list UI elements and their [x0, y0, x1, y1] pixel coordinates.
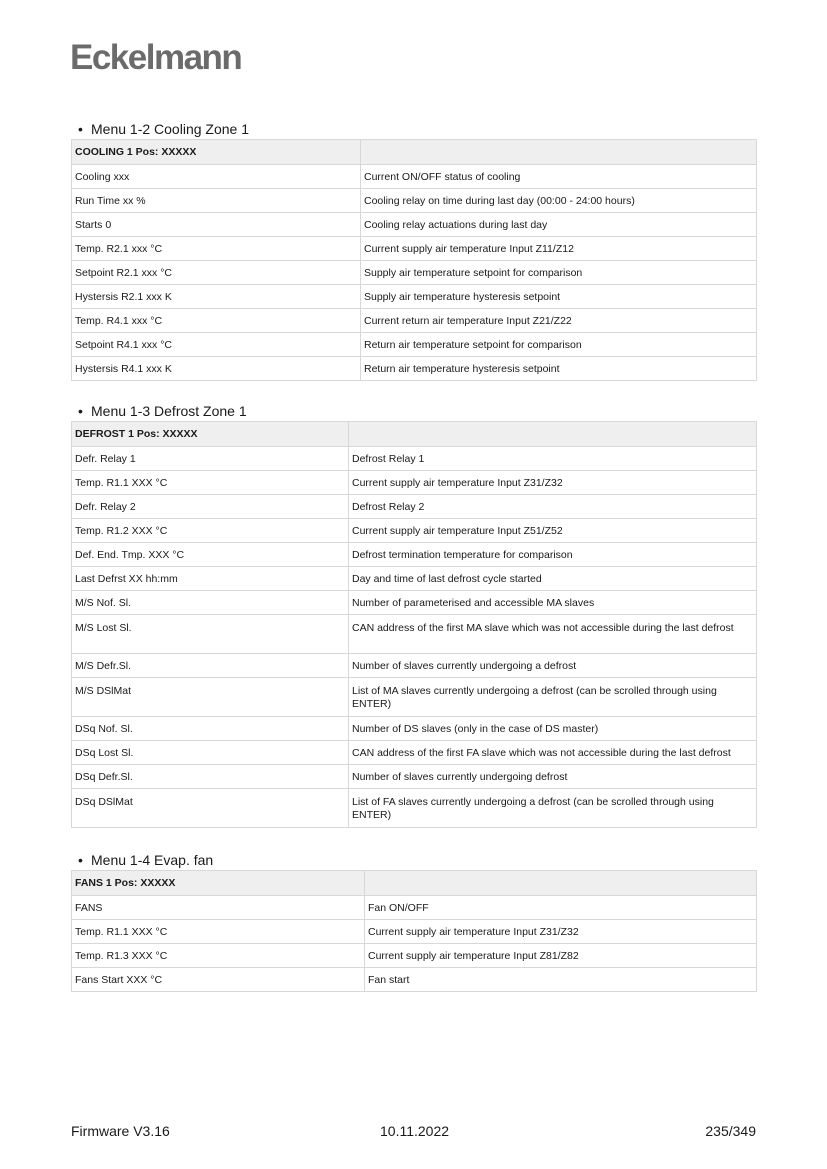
section-title-fans	[78, 852, 213, 868]
table-header-cell-empty	[349, 422, 757, 447]
description-cell: Number of slaves currently undergoing defrost	[349, 765, 757, 789]
parameter-cell: DSq Lost Sl.	[72, 741, 349, 765]
parameter-cell: DSq DSlMat	[72, 789, 349, 828]
table-row	[72, 591, 757, 615]
table-row	[72, 189, 757, 213]
parameter-cell: Temp. R1.3 XXX °C	[72, 944, 365, 968]
description-cell: Number of parameterised and accessible MA slaves	[349, 591, 757, 615]
parameter-cell: M/S Lost Sl.	[72, 615, 349, 654]
table-header-row	[72, 871, 757, 896]
description-cell: Current ON/OFF status of cooling	[361, 165, 757, 189]
description-cell: Current supply air temperature Input Z31/Z32	[349, 471, 757, 495]
parameter-cell: Run Time xx %	[72, 189, 361, 213]
table-row	[72, 615, 757, 654]
description-cell: Defrost Relay 1	[349, 447, 757, 471]
description-cell: Supply air temperature setpoint for comparison	[361, 261, 757, 285]
parameter-cell: Starts 0	[72, 213, 361, 237]
section-title-cooling	[78, 121, 249, 137]
cooling-table	[71, 139, 757, 381]
table-row	[72, 543, 757, 567]
parameter-cell: M/S Defr.Sl.	[72, 654, 349, 678]
parameter-cell: Cooling xxx	[72, 165, 361, 189]
table-header-cell: FANS 1 Pos: XXXXX	[72, 871, 365, 896]
parameter-cell: Setpoint R4.1 xxx °C	[72, 333, 361, 357]
description-cell: Return air temperature hysteresis setpoint	[361, 357, 757, 381]
table-row	[72, 471, 757, 495]
parameter-cell: Last Defrst XX hh:mm	[72, 567, 349, 591]
table-row	[72, 567, 757, 591]
parameter-cell: Def. End. Tmp. XXX °C	[72, 543, 349, 567]
description-cell: Current supply air temperature Input Z11/Z12	[361, 237, 757, 261]
footer-page-number: 235/349	[705, 1123, 756, 1139]
description-cell: Current supply air temperature Input Z51/Z52	[349, 519, 757, 543]
table-row	[72, 717, 757, 741]
parameter-cell: Temp. R1.1 XXX °C	[72, 471, 349, 495]
table-row	[72, 789, 757, 828]
parameter-cell: M/S Nof. Sl.	[72, 591, 349, 615]
table-row	[72, 519, 757, 543]
description-cell: Supply air temperature hysteresis setpoint	[361, 285, 757, 309]
description-cell: Defrost termination temperature for comparison	[349, 543, 757, 567]
description-cell: Current return air temperature Input Z21/Z22	[361, 309, 757, 333]
table-header-cell-empty	[365, 871, 757, 896]
table-row	[72, 213, 757, 237]
table-row	[72, 920, 757, 944]
footer-firmware: Firmware V3.16	[71, 1123, 170, 1139]
fans-table	[71, 870, 757, 992]
parameter-cell: Setpoint R2.1 xxx °C	[72, 261, 361, 285]
parameter-cell: Temp. R1.1 XXX °C	[72, 920, 365, 944]
table-header-cell: COOLING 1 Pos: XXXXX	[72, 140, 361, 165]
parameter-cell: DSq Nof. Sl.	[72, 717, 349, 741]
table-row	[72, 495, 757, 519]
description-cell: Cooling relay on time during last day (00:00 - 24:00 hours)	[361, 189, 757, 213]
parameter-cell: Hystersis R2.1 xxx K	[72, 285, 361, 309]
description-cell: Fan start	[365, 968, 757, 992]
defrost-table	[71, 421, 757, 828]
section-title-defrost	[78, 403, 247, 419]
parameter-cell: Temp. R4.1 xxx °C	[72, 309, 361, 333]
description-cell: List of MA slaves currently undergoing a defrost (can be scrolled through using ENTER)	[349, 678, 757, 717]
table-row	[72, 357, 757, 381]
table-row	[72, 261, 757, 285]
table-row	[72, 896, 757, 920]
parameter-cell: Defr. Relay 2	[72, 495, 349, 519]
description-cell: CAN address of the first FA slave which was not accessible during the last defrost	[349, 741, 757, 765]
table-row	[72, 944, 757, 968]
bullet-icon: •	[78, 852, 83, 868]
description-cell: List of FA slaves currently undergoing a defrost (can be scrolled through using ENTER)	[349, 789, 757, 828]
parameter-cell: Temp. R1.2 XXX °C	[72, 519, 349, 543]
table-row	[72, 309, 757, 333]
description-cell: Defrost Relay 2	[349, 495, 757, 519]
section-title-text: Menu 1-4 Evap. fan	[91, 852, 214, 868]
parameter-cell: M/S DSlMat	[72, 678, 349, 717]
parameter-cell: Temp. R2.1 xxx °C	[72, 237, 361, 261]
description-cell: Cooling relay actuations during last day	[361, 213, 757, 237]
description-cell: Current supply air temperature Input Z81/Z82	[365, 944, 757, 968]
footer-date: 10.11.2022	[380, 1123, 450, 1139]
description-cell: Current supply air temperature Input Z31/Z32	[365, 920, 757, 944]
table-row	[72, 237, 757, 261]
description-cell: CAN address of the first MA slave which was not accessible during the last defrost	[349, 615, 757, 654]
description-cell: Number of DS slaves (only in the case of DS master)	[349, 717, 757, 741]
table-header-cell: DEFROST 1 Pos: XXXXX	[72, 422, 349, 447]
table-header-row	[72, 140, 757, 165]
parameter-cell: Fans Start XXX °C	[72, 968, 365, 992]
table-row	[72, 968, 757, 992]
section-title-text: Menu 1-3 Defrost Zone 1	[91, 403, 247, 419]
table-row	[72, 165, 757, 189]
table-header-row	[72, 422, 757, 447]
table-row	[72, 447, 757, 471]
table-header-cell-empty	[361, 140, 757, 165]
description-cell: Day and time of last defrost cycle started	[349, 567, 757, 591]
description-cell: Return air temperature setpoint for comparison	[361, 333, 757, 357]
bullet-icon: •	[78, 403, 83, 419]
parameter-cell: DSq Defr.Sl.	[72, 765, 349, 789]
table-row	[72, 285, 757, 309]
table-row	[72, 741, 757, 765]
bullet-icon: •	[78, 121, 83, 137]
table-row	[72, 654, 757, 678]
table-row	[72, 678, 757, 717]
parameter-cell: Hystersis R4.1 xxx K	[72, 357, 361, 381]
description-cell: Number of slaves currently undergoing a defrost	[349, 654, 757, 678]
eckelmann-logo: Eckelmann	[70, 38, 242, 77]
parameter-cell: FANS	[72, 896, 365, 920]
table-row	[72, 333, 757, 357]
table-row	[72, 765, 757, 789]
section-title-text: Menu 1-2 Cooling Zone 1	[91, 121, 249, 137]
description-cell: Fan ON/OFF	[365, 896, 757, 920]
parameter-cell: Defr. Relay 1	[72, 447, 349, 471]
